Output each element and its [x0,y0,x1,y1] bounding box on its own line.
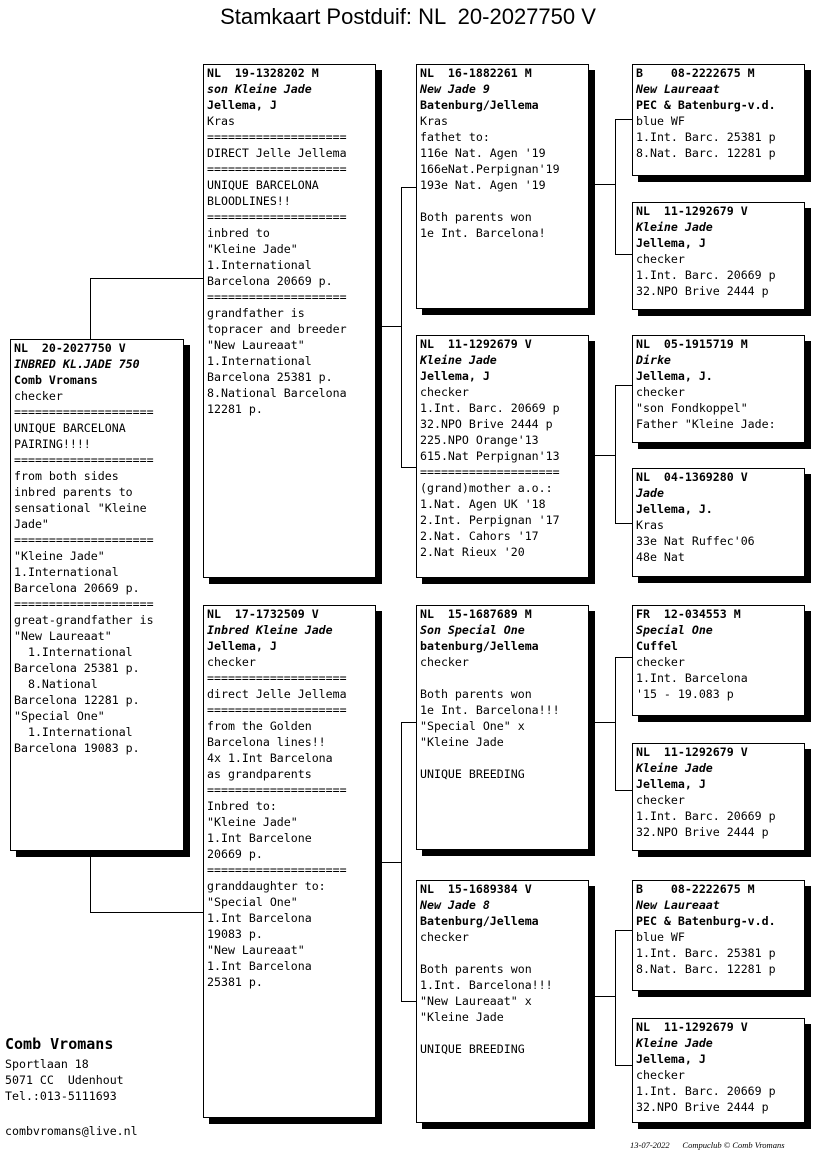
info-line: 1.Int. Barc. 20669 p [420,401,560,415]
footer-credit: Compuclub © Comb Vromans [682,1140,785,1150]
pigeon-card-dam-sire[interactable] [416,605,589,850]
ring-number: NL 19-1328202 M [207,66,319,80]
info-line: 1.Int. Barc. 20669 p [636,268,776,282]
info-line: inbred to [207,226,270,240]
connector-line [595,722,616,723]
pigeon-name: New Jade 9 [420,82,490,96]
connector-line [382,326,402,327]
info-line: ==================== [207,130,347,144]
info-line: Barcelona 25381 p. [14,661,140,675]
info-line: 2.Nat Rieux '20 [420,545,525,559]
connector-line [595,184,616,185]
info-line: "son Fondkoppel" [636,401,748,415]
info-line: as grandparents [207,767,312,781]
info-line: checker [636,655,685,669]
info-line: (grand)mother a.o.: [420,481,553,495]
connector-line [615,1065,633,1066]
info-line: 32.NPO Brive 2444 p [636,1100,769,1114]
pigeon-name: Kleine Jade [636,1036,713,1050]
info-line: 1.Int Barcelone [207,831,312,845]
pigeon-card-ggp-4[interactable] [632,468,805,577]
info-line: 1e Int. Barcelona!!! [420,703,560,717]
connector-line [615,930,633,931]
info-line: checker [14,389,63,403]
connector-line [401,1001,417,1002]
pigeon-card-sire-sire[interactable] [416,64,589,309]
info-line: PAIRING!!!! [14,437,91,451]
breeder-name: Jellema, J [207,639,277,653]
info-line: Father "Kleine Jade: [636,417,776,431]
info-line: ==================== [207,783,347,797]
info-line: from the Golden [207,719,312,733]
connector-line [615,790,633,791]
info-line: DIRECT Jelle Jellema [207,146,347,160]
info-line: '15 - 19.083 p [636,687,734,701]
info-line: UNIQUE BREEDING [420,767,525,781]
info-line: 33e Nat Ruffec'06 [636,534,755,548]
ring-number: B 08-2222675 M [636,882,755,896]
breeder-name: Batenburg/Jellema [420,914,539,928]
connector-line [401,722,402,1001]
info-line: blue WF [636,114,685,128]
ring-number: FR 12-034553 M [636,607,741,621]
pigeon-name: New Laureaat [636,898,720,912]
info-line: topracer and breeder [207,322,347,336]
info-line: 19083 p. [207,927,263,941]
pigeon-card-subject[interactable] [10,339,184,851]
breeder-name: PEC & Batenburg-v.d. [636,914,776,928]
info-line: 193e Nat. Agen '19 [420,178,546,192]
breeder-name: Cuffel [636,639,678,653]
info-line [420,945,585,961]
info-line: UNIQUE BREEDING [420,1042,525,1056]
connector-line [615,119,633,120]
info-line: fathet to: [420,130,490,144]
info-line: Both parents won [420,687,532,701]
info-line: 32.NPO Brive 2444 p [636,284,769,298]
info-line: Kras [207,114,235,128]
info-line: ==================== [14,597,154,611]
owner-address-city: 5071 CC Udenhout [5,1073,124,1087]
info-line: 25381 p. [207,975,263,989]
info-line: 1.Int. Barcelona [636,671,748,685]
info-line: "Special One" x [420,719,525,733]
breeder-name: Jellema, J [420,369,490,383]
info-line: ==================== [207,671,347,685]
info-line: 1.International [14,565,119,579]
info-line: 1.Int. Barc. 25381 p [636,130,776,144]
info-line: UNIQUE BARCELONA [207,178,319,192]
info-line: Both parents won [420,210,532,224]
pigeon-card-ggp-5[interactable] [632,605,805,716]
breeder-name: Jellema, J [636,236,706,250]
pigeon-name: Inbred Kleine Jade [207,623,333,637]
info-line: great-grandfather is [14,613,154,627]
connector-line [615,657,616,790]
connector-line [615,930,616,1065]
owner-address-street: Sportlaan 18 [5,1057,89,1071]
pigeon-name: Kleine Jade [636,761,713,775]
info-line: ==================== [420,465,560,479]
info-line [420,750,585,766]
info-line: 8.Nat. Barc. 12281 p [636,146,776,160]
info-line: "New Laureaat" [207,338,305,352]
owner-contact [5,1034,124,1104]
info-line: "New Laureaat" [207,943,305,957]
info-line: ==================== [207,703,347,717]
info-line: inbred parents to [14,485,133,499]
info-line: 116e Nat. Agen '19 [420,146,546,160]
info-line: Inbred to: [207,799,277,813]
breeder-name: Comb Vromans [14,373,98,387]
info-line: ==================== [207,290,347,304]
pigeon-card-dam[interactable] [203,605,376,1118]
info-line: "Special One" [207,895,298,909]
info-line: 1.Int Barcelona [207,959,312,973]
info-line: ==================== [207,863,347,877]
info-line: 12281 p. [207,402,263,416]
info-line: Barcelona 12281 p. [14,693,140,707]
breeder-name: Jellema, J. [636,502,713,516]
info-line: "Special One" [14,709,105,723]
connector-line [90,278,91,340]
info-line: Jade" [14,517,49,531]
ring-number: NL 11-1292679 V [420,337,532,351]
info-line: 615.Nat Perpignan'13 [420,449,560,463]
info-line [420,1025,585,1041]
pigeon-name: Son Special One [420,623,525,637]
footer [630,1140,785,1150]
ring-number: NL 15-1689384 V [420,882,532,896]
owner-email[interactable]: combvromans@live.nl [5,1124,138,1138]
info-line: 1.International [14,645,133,659]
footer-date: 13-07-2022 [630,1140,670,1150]
connector-line [615,523,633,524]
connector-line [615,385,616,523]
info-line: "Kleine Jade" [207,242,298,256]
info-line: checker [636,252,685,266]
breeder-name: batenburg/Jellema [420,639,539,653]
info-line: checker [207,655,256,669]
ring-number: NL 20-2027750 V [14,341,126,355]
info-line: "New Laureaat" [14,629,112,643]
ring-number: NL 16-1882261 M [420,66,532,80]
info-line: checker [636,1068,685,1082]
info-line: grandfather is [207,306,305,320]
connector-line [615,657,633,658]
info-line: direct Jelle Jellema [207,687,347,701]
info-line: 32.NPO Brive 2444 p [420,417,553,431]
info-line: Kras [420,114,448,128]
info-line: 166eNat.Perpignan'19 [420,162,560,176]
pigeon-name: New Jade 8 [420,898,490,912]
pigeon-card-sire-dam[interactable] [416,335,589,578]
pigeon-name: Kleine Jade [636,220,713,234]
info-line: checker [420,930,469,944]
info-line: granddaughter to: [207,879,326,893]
info-line: "Kleine Jade [420,1010,504,1024]
pigeon-name: Jade [636,486,664,500]
connector-line [615,119,616,254]
info-line [420,193,585,209]
ring-number: NL 17-1732509 V [207,607,319,621]
info-line: 1.International [207,258,312,272]
info-line: 1.International [207,354,312,368]
connector-line [90,278,204,279]
info-line: checker [636,385,685,399]
breeder-name: PEC & Batenburg-v.d. [636,98,776,112]
owner-name: Comb Vromans [5,1035,114,1053]
connector-line [595,996,616,997]
info-line: 4x 1.Int Barcelona [207,751,333,765]
info-line: 1.International [14,725,133,739]
pigeon-card-ggp-7[interactable] [632,880,805,991]
connector-line [595,455,616,456]
info-line: Both parents won [420,962,532,976]
pigeon-card-dam-dam[interactable] [416,880,589,1123]
info-line: ==================== [14,453,154,467]
ring-number: NL 11-1292679 V [636,745,748,759]
ring-number: NL 04-1369280 V [636,470,748,484]
info-line: ==================== [207,162,347,176]
connector-line [401,467,417,468]
ring-number: NL 15-1687689 M [420,607,532,621]
pigeon-name: Dirke [636,353,671,367]
breeder-name: Jellema, J [636,777,706,791]
connector-line [401,187,402,467]
info-line: 32.NPO Brive 2444 p [636,825,769,839]
ring-number: NL 05-1915719 M [636,337,748,351]
ring-number: NL 11-1292679 V [636,204,748,218]
info-line: "Kleine Jade" [207,815,298,829]
info-line: 48e Nat [636,550,685,564]
pigeon-name: Kleine Jade [420,353,497,367]
info-line: from both sides [14,469,119,483]
info-line: 1.Int. Barc. 20669 p [636,809,776,823]
info-line: UNIQUE BARCELONA [14,421,126,435]
info-line: ==================== [14,533,154,547]
breeder-name: Jellema, J [636,1052,706,1066]
page-title: Stamkaart Postduif: NL 20-2027750 V [220,4,596,29]
info-line: 1.Nat. Agen UK '18 [420,497,546,511]
info-line: Barcelona 19083 p. [14,741,140,755]
info-line: "New Laureaat" x [420,994,532,1008]
info-line: Barcelona 20669 p. [207,274,333,288]
info-line: 8.National Barcelona [207,386,347,400]
info-line: 1.Int. Barc. 20669 p [636,1084,776,1098]
connector-line [90,856,91,912]
pigeon-card-sire[interactable] [203,64,376,578]
connector-line [382,862,402,863]
info-line [420,670,585,686]
connector-line [401,187,417,188]
info-line: BLOODLINES!! [207,194,291,208]
info-line: "Kleine Jade" [14,549,105,563]
info-line: sensational "Kleine [14,501,147,515]
pigeon-card-ggp-2[interactable] [632,202,805,310]
info-line: Barcelona 20669 p. [14,581,140,595]
pigeon-name: INBRED KL.JADE 750 [14,357,140,371]
connector-line [90,912,204,913]
pigeon-card-ggp-1[interactable] [632,64,805,176]
info-line: 2.Nat. Cahors '17 [420,529,539,543]
pigeon-card-ggp-8[interactable] [632,1018,805,1123]
info-line: checker [636,793,685,807]
info-line: Barcelona 25381 p. [207,370,333,384]
connector-line [401,722,417,723]
info-line: 1e Int. Barcelona! [420,226,546,240]
breeder-name: Jellema, J [207,98,277,112]
info-line: ==================== [14,405,154,419]
info-line: "Kleine Jade [420,735,504,749]
pigeon-name: New Laureaat [636,82,720,96]
info-line: checker [420,385,469,399]
owner-phone: Tel.:013-5111693 [5,1089,117,1103]
info-line: 8.Nat. Barc. 12281 p [636,962,776,976]
info-line: 2.Int. Perpignan '17 [420,513,560,527]
pigeon-card-ggp-6[interactable] [632,743,805,851]
info-line: Barcelona lines!! [207,735,326,749]
info-line: 1.Int. Barcelona!!! [420,978,553,992]
info-line: checker [420,655,469,669]
pigeon-name: son Kleine Jade [207,82,312,96]
connector-line [615,254,633,255]
breeder-name: Jellema, J. [636,369,713,383]
ring-number: NL 11-1292679 V [636,1020,748,1034]
info-line: ==================== [207,210,347,224]
breeder-name: Batenburg/Jellema [420,98,539,112]
info-line: 225.NPO Orange'13 [420,433,539,447]
pigeon-card-ggp-3[interactable] [632,335,805,443]
info-line: Kras [636,518,664,532]
pigeon-name: Special One [636,623,713,637]
connector-line [615,385,633,386]
info-line: 8.National [14,677,98,691]
info-line: 1.Int Barcelona [207,911,312,925]
ring-number: B 08-2222675 M [636,66,755,80]
info-line: 1.Int. Barc. 25381 p [636,946,776,960]
info-line: 20669 p. [207,847,263,861]
info-line: blue WF [636,930,685,944]
